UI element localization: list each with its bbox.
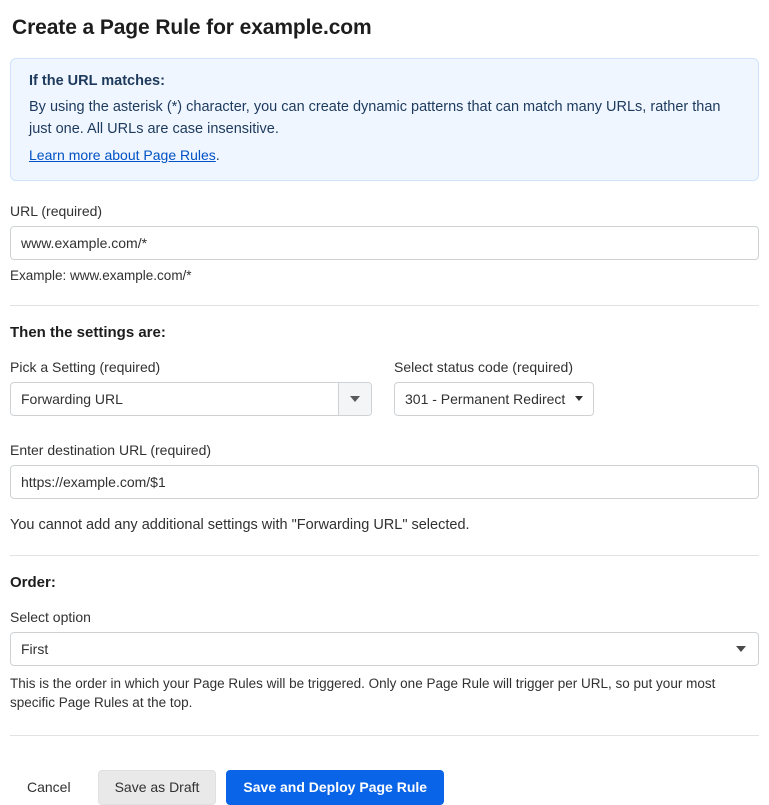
url-match-info-box — [10, 58, 759, 181]
pick-setting-label: Pick a Setting (required) — [10, 358, 161, 375]
destination-url-label: Enter destination URL (required) — [10, 441, 212, 458]
divider-settings — [10, 305, 759, 306]
chevron-down-icon[interactable] — [575, 396, 583, 401]
info-box-link-suffix: . — [215, 147, 220, 164]
chevron-down-icon[interactable] — [736, 646, 746, 652]
forwarding-url-note: You cannot add any additional settings with "Forwarding URL" selected. — [10, 516, 470, 533]
cancel-button[interactable]: Cancel — [10, 770, 88, 805]
info-box-link-line — [29, 147, 740, 164]
destination-url-input[interactable] — [10, 465, 759, 499]
order-section-title: Order: — [10, 573, 56, 591]
order-help-text: This is the order in which your Page Rules will be triggered. Only one Page Rule will trigger per URL, so put your most specific Page Rules at the top. — [10, 675, 716, 711]
status-code-label: Select status code (required) — [394, 358, 573, 375]
divider-order — [10, 555, 759, 556]
save-as-draft-button[interactable]: Save as Draft — [98, 770, 217, 805]
chevron-down-icon[interactable] — [338, 383, 371, 415]
status-code-group — [394, 359, 594, 416]
learn-more-page-rules-link[interactable]: Learn more about Page Rules — [29, 146, 216, 163]
divider-footer — [10, 735, 759, 736]
save-and-deploy-button[interactable]: Save and Deploy Page Rule — [226, 770, 444, 805]
info-box-text: By using the asterisk (*) character, you can create dynamic patterns that can match many URLs, rather than just one. All URLs are case insensitive. — [29, 99, 721, 137]
pick-setting-value: Forwarding URL — [21, 390, 123, 407]
form-footer — [10, 754, 759, 805]
settings-section-title: Then the settings are: — [10, 323, 166, 341]
order-select-label: Select option — [10, 608, 91, 625]
pick-setting-select[interactable] — [10, 382, 372, 416]
info-box-title: If the URL matches: — [29, 73, 165, 89]
status-code-value: 301 - Permanent Redirect — [405, 390, 566, 407]
pick-setting-group — [10, 359, 372, 416]
page-title: Create a Page Rule for example.com — [12, 16, 372, 39]
url-input[interactable] — [10, 226, 759, 260]
order-select-value: First — [21, 640, 49, 657]
status-code-select[interactable] — [394, 382, 594, 416]
settings-row — [10, 359, 759, 416]
order-select[interactable] — [10, 632, 759, 666]
url-field-label: URL (required) — [10, 202, 103, 219]
url-field-help: Example: www.example.com/* — [10, 267, 192, 283]
